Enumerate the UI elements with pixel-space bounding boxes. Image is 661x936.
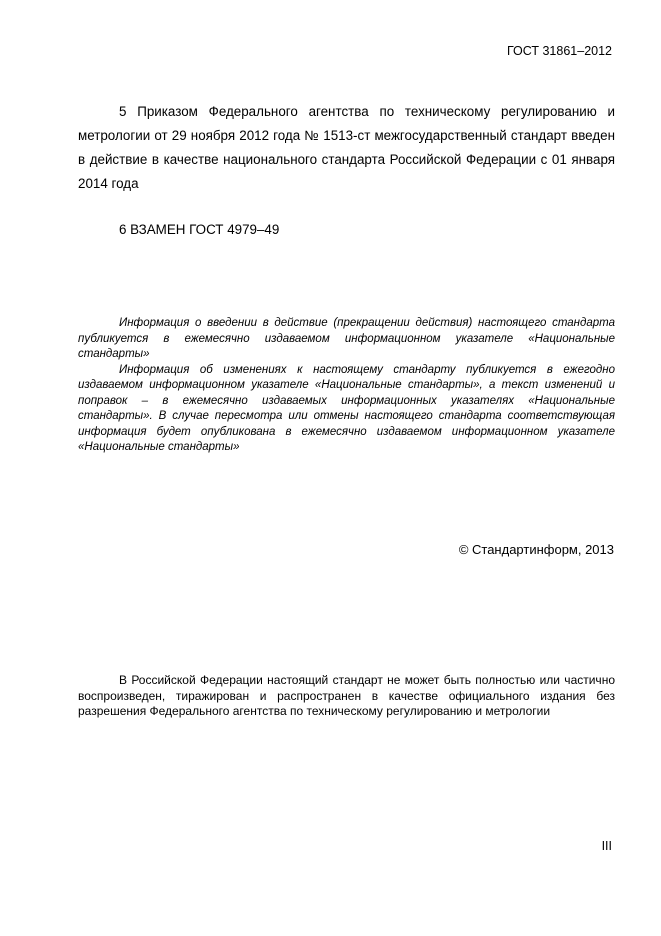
document-code-header: ГОСТ 31861–2012 (506, 44, 612, 58)
reproduction-notice-text: В Российской Федерации настоящий стандарт не может быть полностью или частично воспроизведен, тиражирован и распространен в качестве официального издания без разрешения Федерального агентства по техническому регулированию и метрологии (78, 673, 615, 719)
info-paragraph-1: Информация о введении в действие (прекращении действия) настоящего стандарта публикуется в ежемесячно издаваемом информационном указателе «Национальные стандарты» (78, 317, 615, 360)
section-6: 6 ВЗАМЕН ГОСТ 4979–49 (119, 222, 280, 237)
copyright-line: © Стандартинформ, 2013 (458, 542, 614, 557)
section-5-text: 5 Приказом Федерального агентства по техническому регулированию и метрологии от 29 ноября 2012 года № 1513-ст межгосударственный стандарт введен в действие в качестве национального стандарта Российской Федерации с 01 января 2014 года (78, 104, 615, 191)
info-paragraph-2: Информация об изменениях к настоящему стандарту публикуется в ежегодно издаваемом информационном указателе «Национальные стандарты», а текст изменений и поправок – в ежемесячно издаваемых информационных указателях «Национальные стандарты». В случае пересмотра или отмены настоящего стандарта соответствующая информация будет опубликована в ежемесячно издаваемом информационном указателе «Национальные стандарты» (78, 363, 615, 453)
reproduction-notice (78, 673, 615, 720)
info-block (78, 316, 615, 456)
section-5 (78, 100, 615, 196)
page-number: III (601, 839, 612, 853)
